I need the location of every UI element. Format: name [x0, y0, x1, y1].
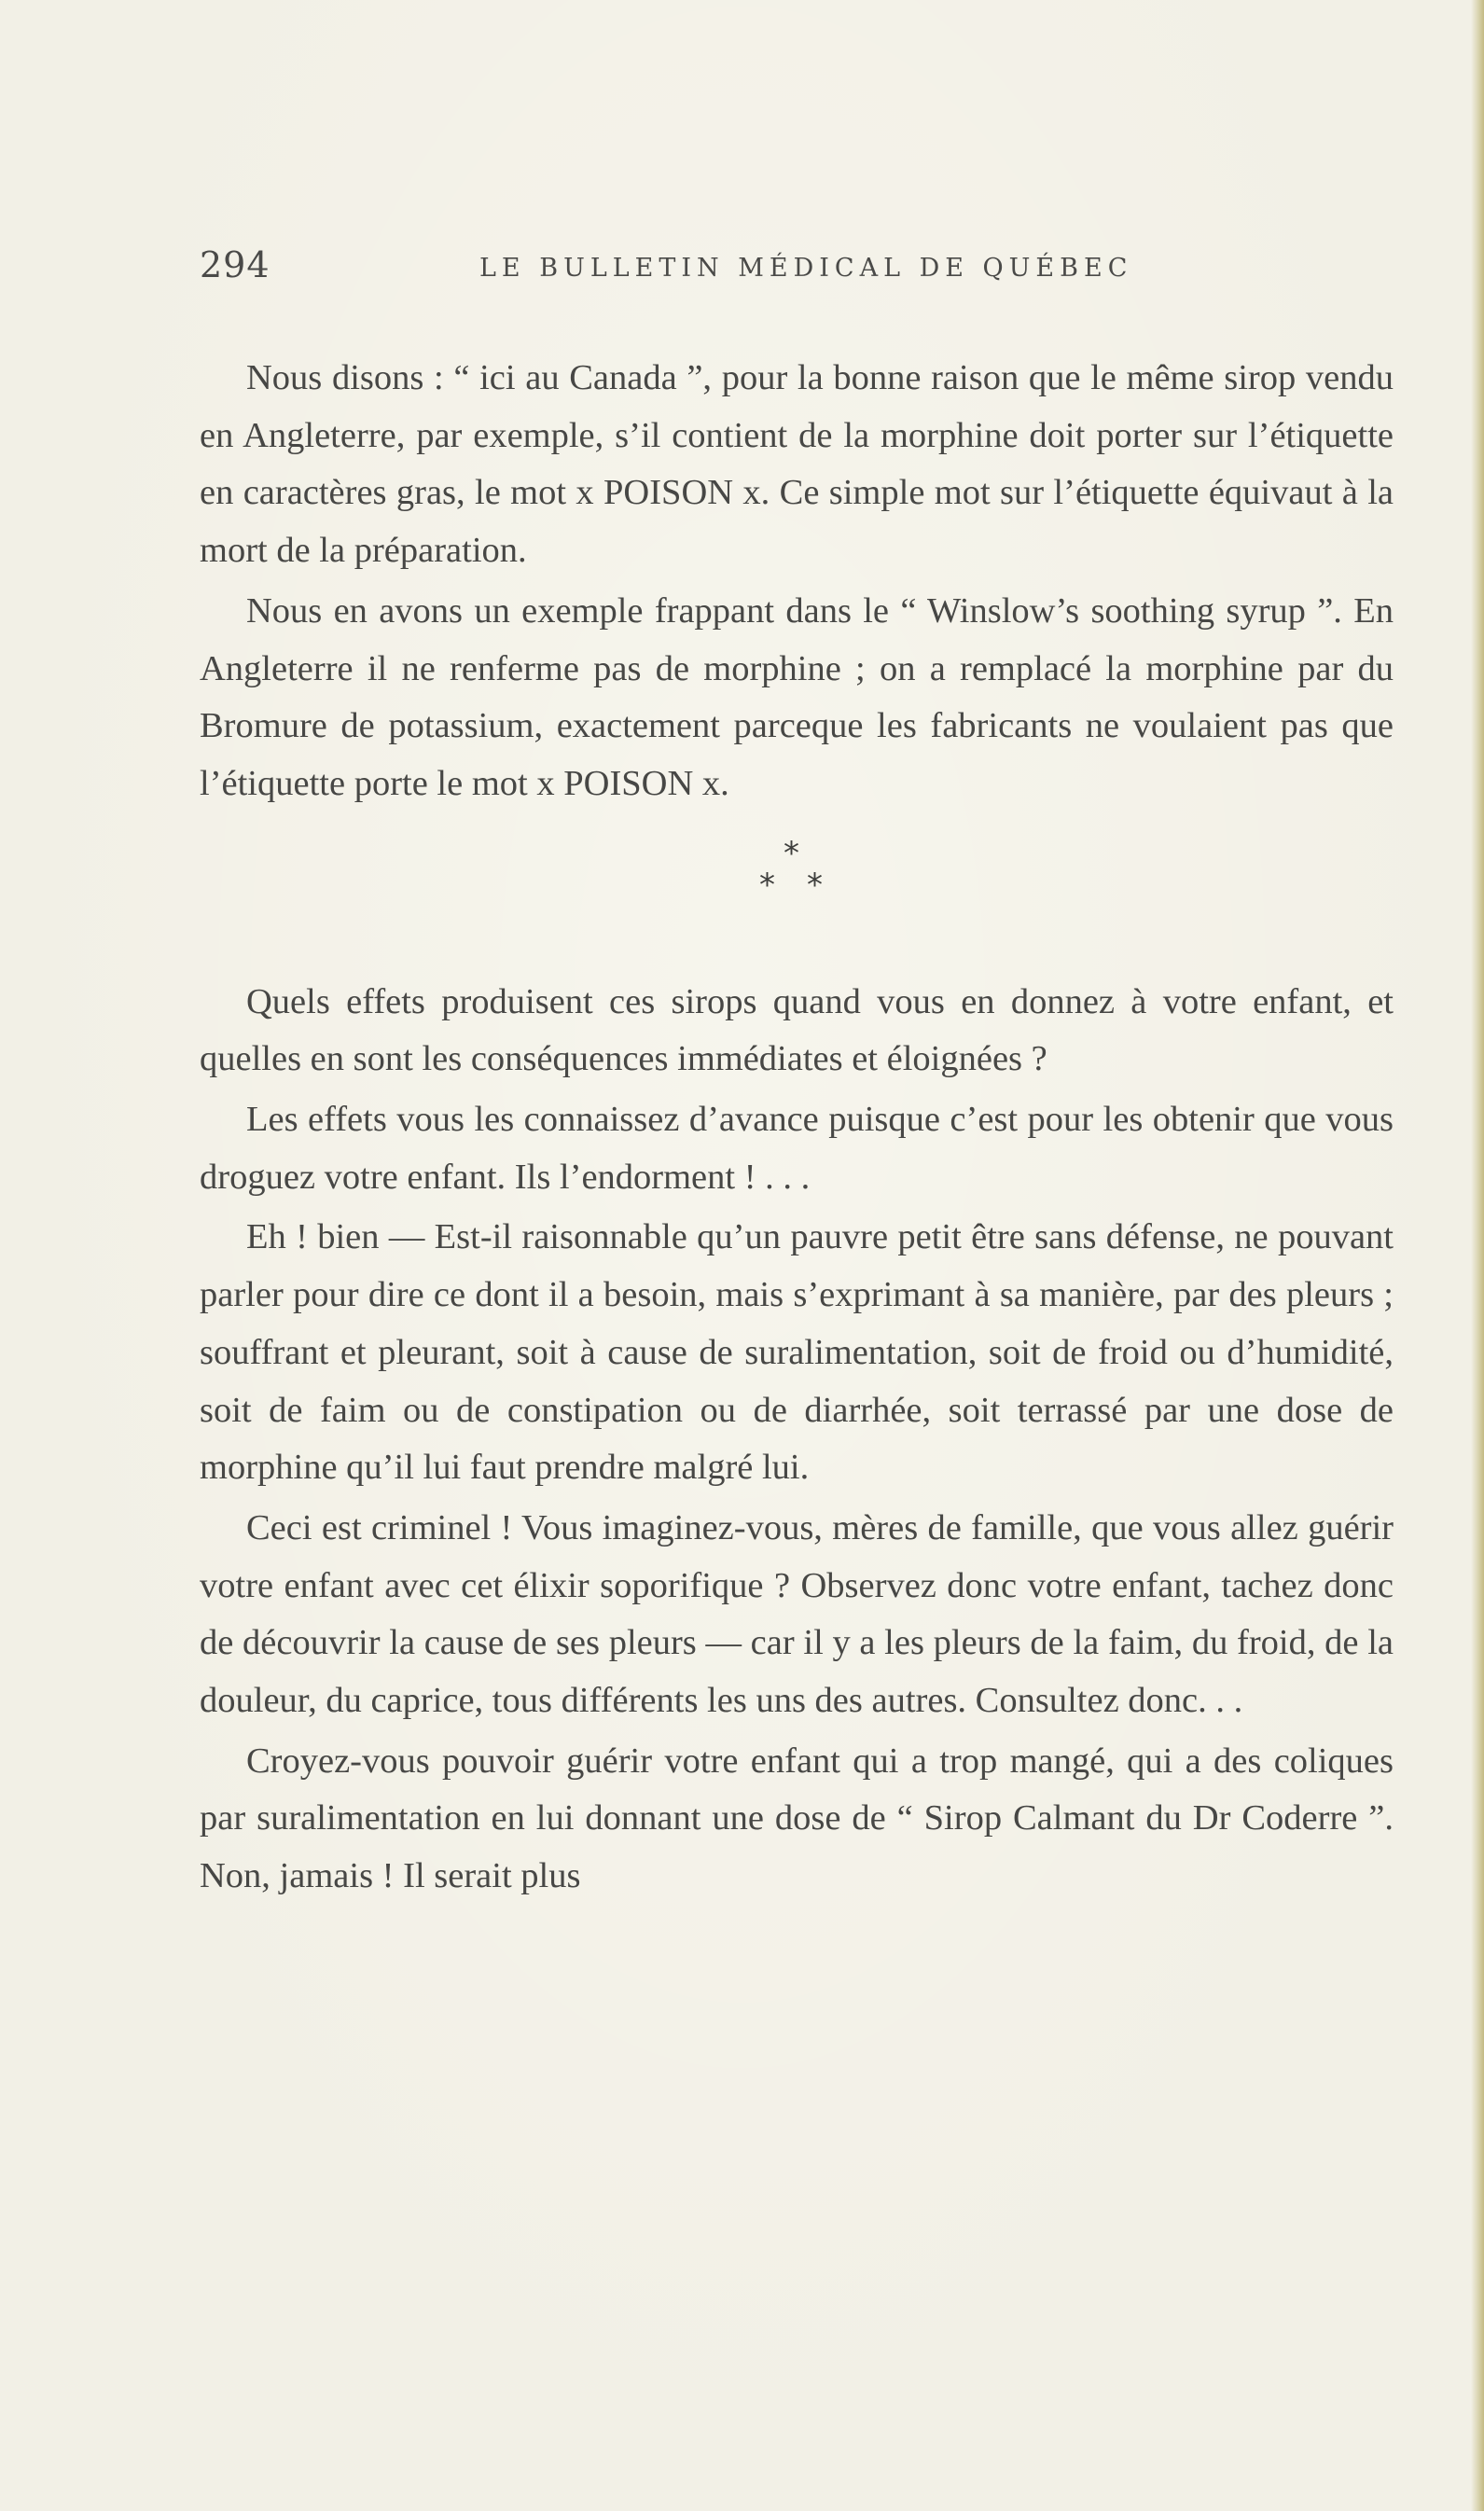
paragraph: Les effets vous les connaissez d’avance puisque c’est pour les obtenir que vous droguez votre enfant. Ils l’endorment ! . . . — [200, 1100, 1394, 1197]
paragraph: Ceci est criminel ! Vous imaginez-vous, mères de famille, que vous allez guérir votre enfant avec cet élixir soporifique ? Observez donc votre enfant, tachez donc de découvrir la cause de ses pleurs — car il y a les pleurs de la faim, du froid, de la douleur, du caprice, tous différents les uns des autres. Consultez donc. . . — [200, 1507, 1394, 1721]
asterism-star: * — [807, 866, 823, 904]
paragraph: Nous en avons un exemple frappant dans le “ Winslow’s soothing syrup ”. En Angleterre il ne renferme pas de morphine ; on a remplacé la morphine par du Bromure de potassium, exactement parceque les fabricants ne voulaient pas que l’étiquette porte le mot x POISON x. — [200, 590, 1394, 803]
page-header — [200, 244, 1132, 291]
body-text — [200, 350, 1394, 1906]
page-number: 294 — [200, 244, 270, 285]
asterism-star: * — [784, 834, 799, 872]
paragraph: Croyez-vous pouvoir guérir votre enfant qui a trop mangé, qui a des coliques par suralimentation en lui donnant une dose de “ Sirop Calmant du Dr Coderre ”. Non, jamais ! Il serait plus — [200, 1741, 1394, 1896]
paragraph: Eh ! bien — Est-il raisonnable qu’un pauvre petit être sans défense, ne pouvant parler pour dire ce dont il a besoin, mais s’exprimant à sa manière, par des pleurs ; souffrant et pleurant, soit à cause de suralimentation, soit de froid ou d’humidité, soit de faim ou de constipation ou de diarrhée, soit terrassé par une dose de morphine qu’il lui faut prendre malgré lui. — [200, 1217, 1394, 1488]
asterism-star: * — [759, 866, 775, 904]
page-edge-shadow — [1471, 0, 1484, 2511]
section-break-asterism — [200, 821, 1394, 942]
running-title: LE BULLETIN MÉDICAL DE QUÉBEC — [479, 254, 1133, 283]
paragraph: Quels effets produisent ces sirops quand vous en donnez à votre enfant, et quelles en sont les conséquences immédiates et éloignées ? — [200, 981, 1394, 1079]
paragraph: Nous disons : “ ici au Canada ”, pour la bonne raison que le même sirop vendu en Angleterre, par exemple, s’il contient de la morphine doit porter sur l’étiquette en caractères gras, le mot x POISON x. Ce simple mot sur l’étiquette équivaut à la mort de la préparation. — [200, 358, 1394, 571]
